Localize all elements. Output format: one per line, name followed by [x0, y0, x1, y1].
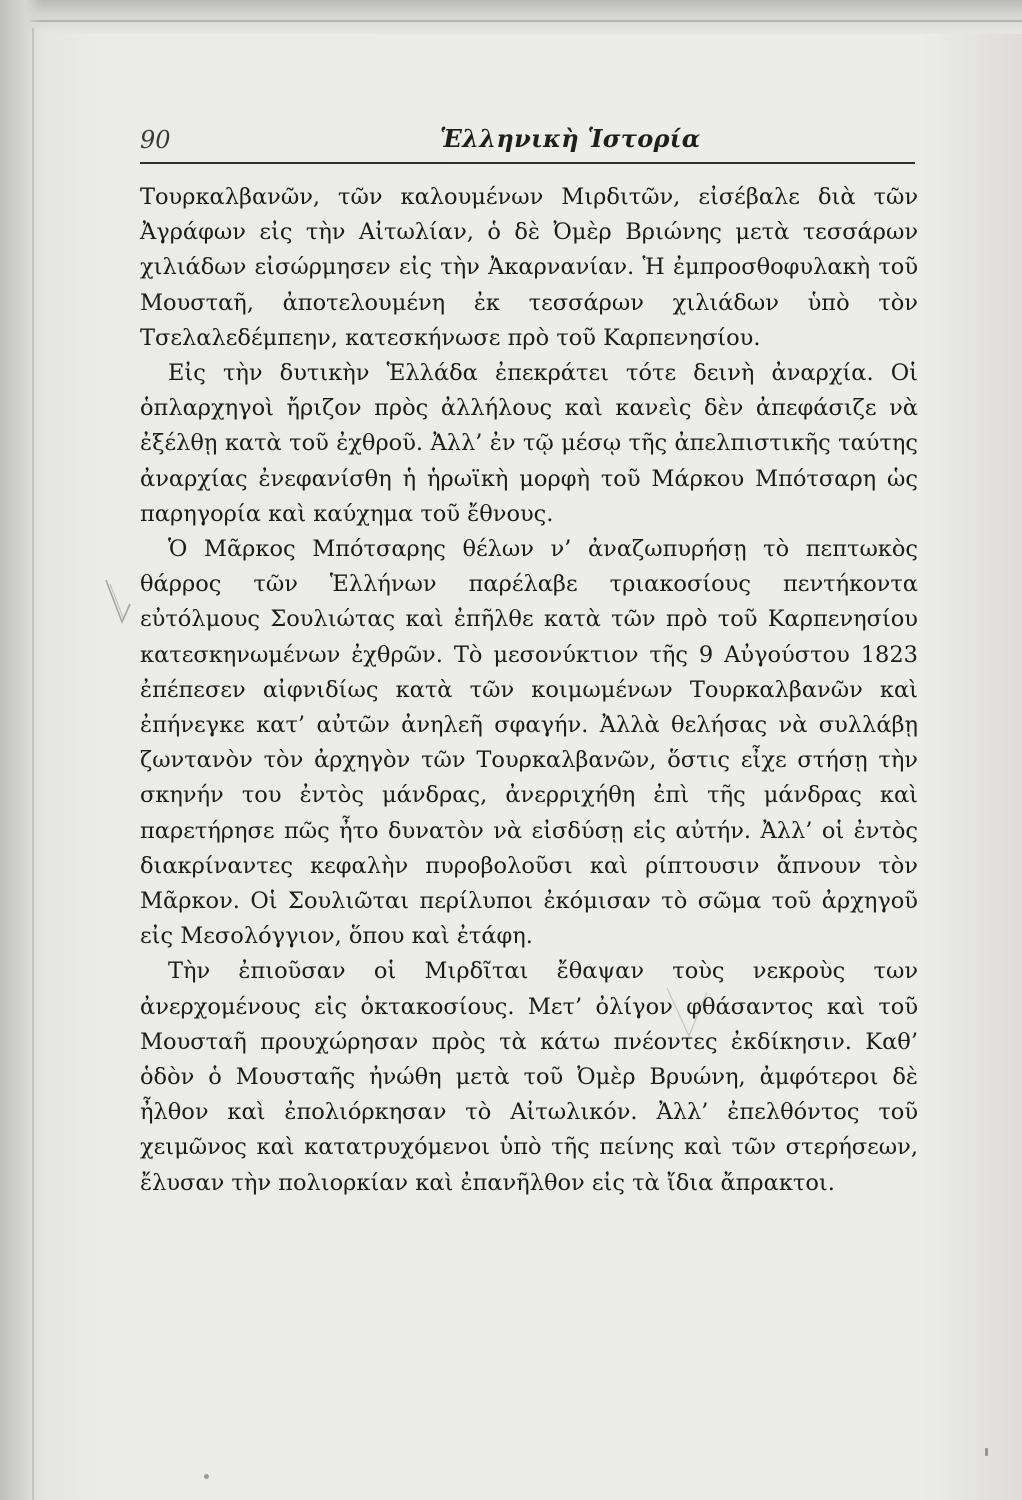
paragraph-1: Τουρκαλβανῶν, τῶν καλουμένων Μιρδιτῶν, εἰσέβαλε διὰ τῶν Ἀγράφων εἰς τὴν Αἰτωλίαν, ὁ δὲ Ὀμὲρ Βριώνης μετὰ τεσσάρων χιλιάδων εἰσώρμησεν εἰς τὴν Ἀκαρνανίαν. Ἡ ἐμπροσθοφυλακὴ τοῦ Μουσταῆ, ἀποτελουμένη ἐκ τεσσάρων χιλιάδων ὑπὸ τὸν Τσελαλεδέμπεην, κατεσκήνωσε πρὸ τοῦ Καρπενησίου.: [140, 184, 918, 351]
paragraph-2: Εἰς τὴν δυτικὴν Ἑλλάδα ἐπεκράτει τότε δεινὴ ἀναρχία. Οἱ ὁπλαρχηγοὶ ἤριζον πρὸς ἀλλήλους καὶ κανεὶς δὲν ἀπεφάσιζε νὰ ἐξέλθῃ κατὰ τοῦ ἐχθροῦ. Ἀλλ’ ἐν τῷ μέσῳ τῆς ἀπελπιστικῆς ταύτης ἀναρχίας ἐνεφανίσθη ἡ ἡρωϊκὴ μορφὴ τοῦ Μάρκου Μπότσαρη ὡς παρηγορία καὶ καύχημα τοῦ ἔθνους.: [140, 360, 918, 527]
paragraph-4: Τὴν ἐπιοῦσαν οἱ Μιρδῖται ἔθαψαν τοὺς νεκροὺς των ἀνερχομένους εἰς ὀκτακοσίους. Μετ’ ὀλίγον φθάσαντος καὶ τοῦ Μουσταῆ προυχώρησαν πρὸς τὰ κάτω πνέοντες ἐκδίκησιν. Καθ’ ὁδὸν ὁ Μουσταῆς ἠνώθη μετὰ τοῦ Ὀμὲρ Βρυώνη, ἀμφότεροι δὲ ἦλθον καὶ ἐπολιόρκησαν τὸ Αἰτωλικόν. Ἀλλ’ ἐπελθόντος τοῦ χειμῶνος καὶ κατατρυχόμενοι ὑπὸ τῆς πείνης καὶ τῶν στερήσεων, ἔλυσαν τὴν πολιορκίαν καὶ ἐπανῆλθον εἰς τὰ ἴδια ἄπρακτοι.: [140, 958, 918, 1196]
paragraph-3: Ὁ Μᾶρκος Μπότσαρης θέλων ν’ ἀναζωπυρήσῃ τὸ πεπτωκὸς θάρρος τῶν Ἑλλήνων παρέλαβε τριακοσίους πεντήκοντα εὐτόλμους Σουλιώτας καὶ ἐπῆλθε κατὰ τῶν πρὸ τοῦ Καρπενησίου κατεσκηνωμένων ἐχθρῶν. Τὸ μεσονύκτιον τῆς 9 Αὐγούστου 1823 ἐπέπεσεν αἰφνιδίως κατὰ τῶν κοιμωμένων Τουρκαλβανῶν καὶ ἐπήνεγκε κατ’ αὐτῶν ἀνηλεῆ σφαγήν. Ἀλλὰ θελήσας νὰ συλλάβῃ ζωντανὸν τὸν ἀρχηγὸν τῶν Τουρκαλβανῶν, ὅστις εἶχε στήσῃ τὴν σκηνήν του ἐντὸς μάνδρας, ἀνερριχήθη ἐπὶ τῆς μάνδρας καὶ παρετήρησε πῶς ἦτο δυνατὸν νὰ εἰσδύσῃ εἰς αὐτήν. Ἀλλ’ οἱ ἐντὸς διακρίναντες κεφαλὴν πυροβολοῦσι καὶ ρίπτουσιν ἄπνουν τὸν Μᾶρκον. Οἱ Σουλιῶται περίλυποι ἐκόμισαν τὸ σῶμα τοῦ ἀρχηγοῦ εἰς Μεσολόγγιον, ὅπου καὶ ἐτάφη.: [140, 536, 918, 950]
ink-speck: [204, 1474, 209, 1479]
ink-speck: [985, 1448, 988, 1456]
body-text: [140, 180, 918, 1201]
page-number: 90: [140, 126, 171, 154]
page-left-edge: [0, 0, 42, 1500]
running-title: Ἑλληνικὴ Ἱστορία: [440, 124, 701, 153]
page-top-edge: [0, 0, 1022, 34]
page-header: [140, 122, 915, 164]
